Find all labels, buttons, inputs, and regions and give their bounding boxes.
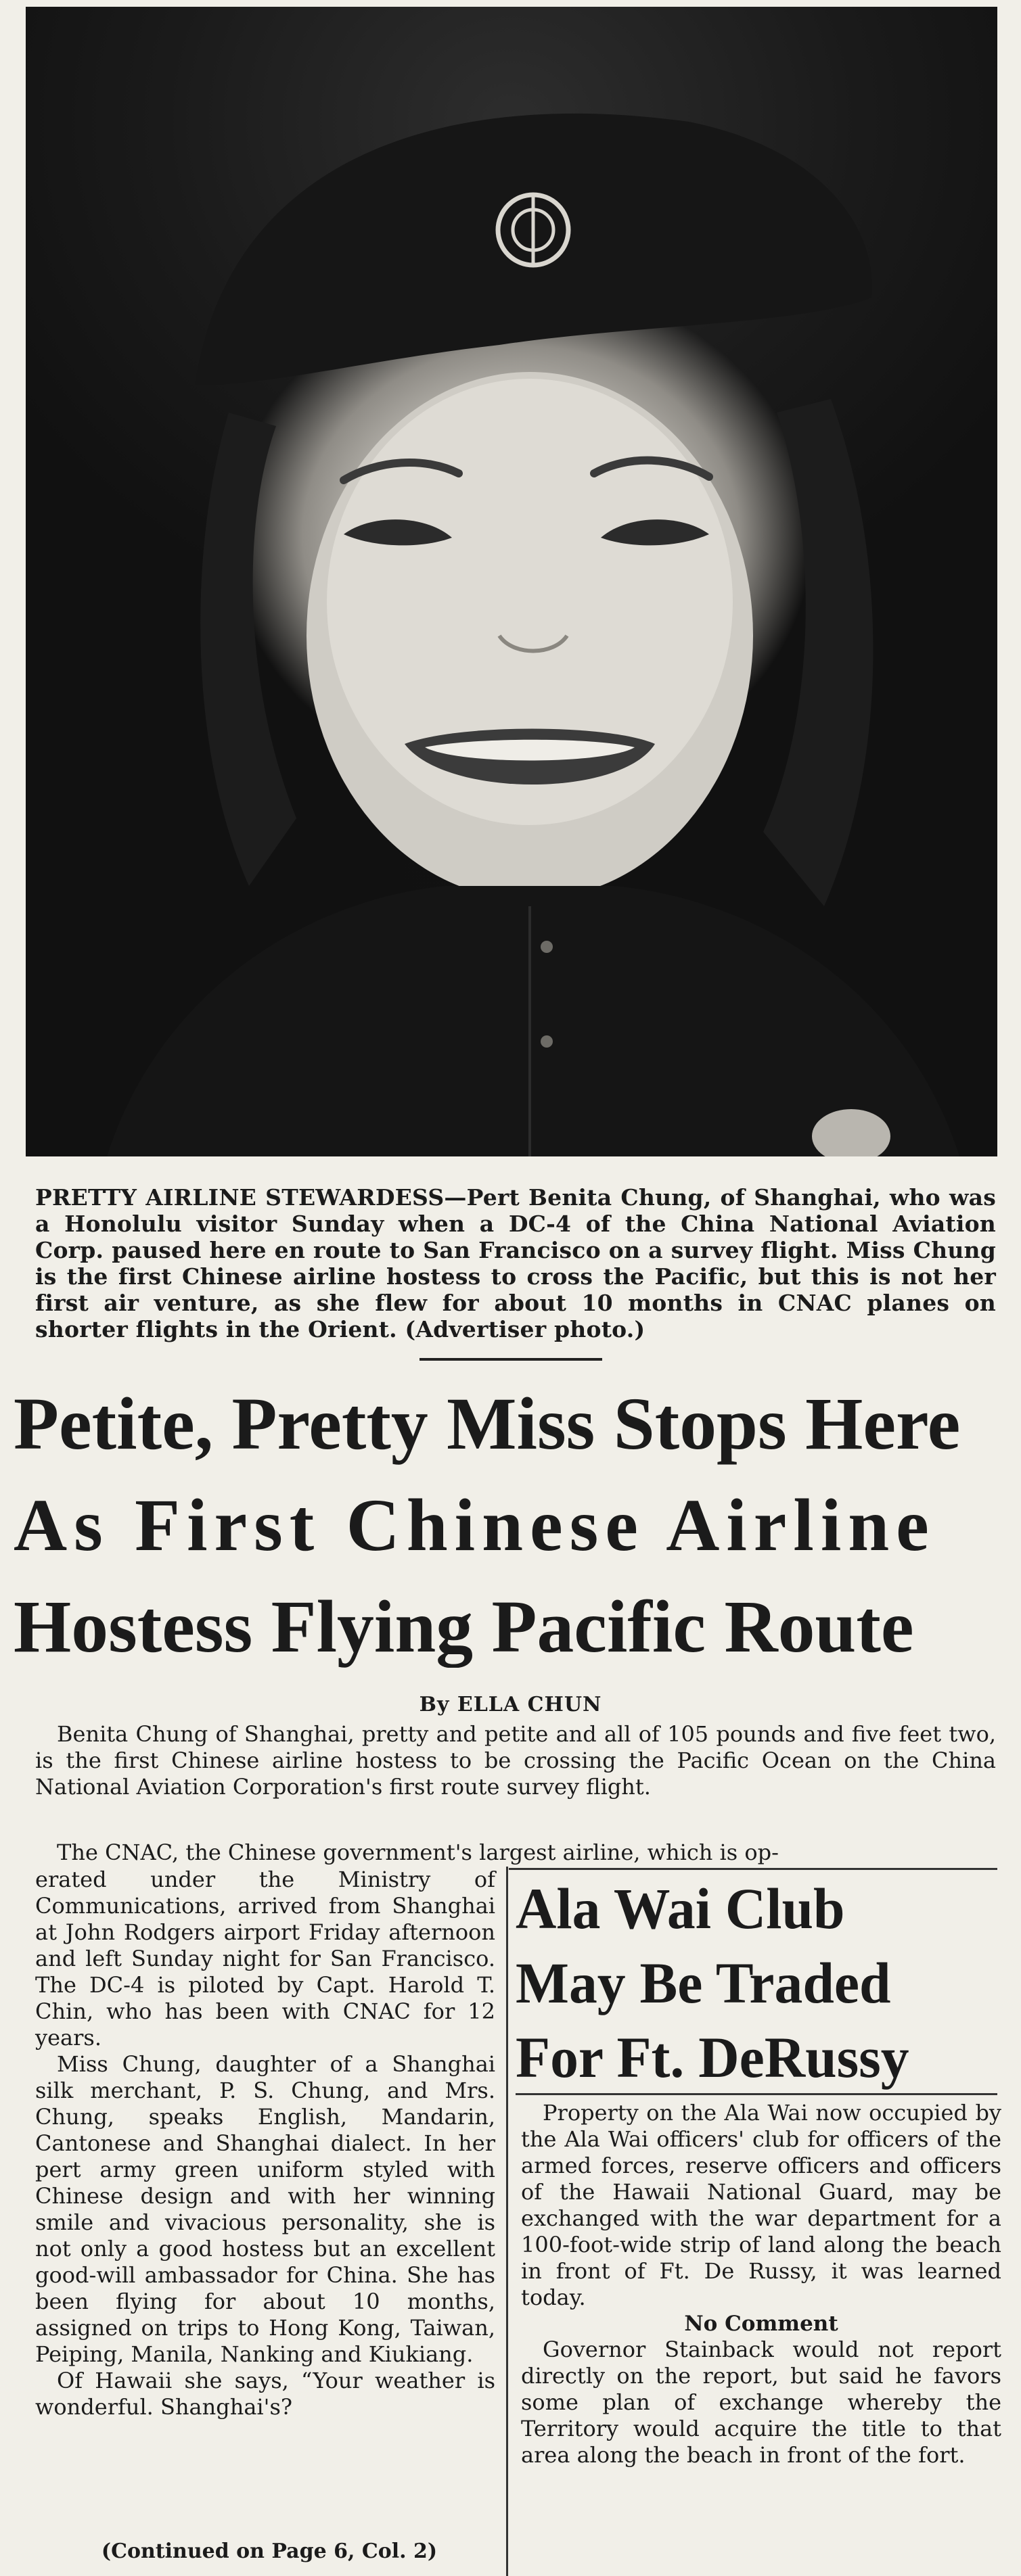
article-lead: [35, 1721, 996, 1800]
side-headline-line-2: May Be Traded: [516, 1950, 891, 2015]
byline: By ELLA CHUN: [419, 1693, 602, 1716]
p2-full-line: The CNAC, the Chinese government's largest airline, which is op-: [57, 1840, 779, 1865]
column-divider: [506, 1867, 508, 2576]
lead-paragraph: Benita Chung of Shanghai, pretty and petite and all of 105 pounds and five feet two, is the first Chinese airline hostess to be crossing the Pacific Ocean on the China National Aviation Corporation's first route survey flight.: [35, 1721, 996, 1800]
headline-line-2: As First Chinese Airline: [14, 1484, 936, 1566]
caption-divider: [419, 1358, 602, 1361]
side-story-top-rule: [509, 1868, 997, 1870]
headline-line-3: Hostess Flying Pacific Route: [14, 1585, 914, 1668]
photo-illustration: [26, 7, 997, 1156]
headline-line-1: Petite, Pretty Miss Stops Here: [14, 1382, 961, 1465]
p3: Miss Chung, daughter of a Shanghai silk merchant, P. S. Chung, and Mrs. Chung, speaks English, Mandarin, Cantonese and Shanghai dialect. In her pert army green uniform styled with Chinese design and with her winning smile and vivacious personality, she is not only a good hostess but an excellent good-will ambassador for China. She has been flying for about 10 months, assigned on trips to Hong Kong, Taiwan, Peiping, Manila, Nanking and Kiukiang.: [35, 2051, 495, 2367]
stewardess-photo: [26, 7, 997, 1156]
side-subhead: No Comment: [684, 2312, 838, 2336]
side-p2: Governor Stainback would not report directly on the report, but said he favors some plan of exchange whereby the Territory would acquire the title to that area along the beach in front of the fort.: [521, 2337, 1001, 2468]
photo-caption: PRETTY AIRLINE STEWARDESS—Pert Benita Chung, of Shanghai, who was a Honolulu visitor Sunday when a DC-4 of the China National Aviation Corp. paused here en route to San Francisco on a survey flight. Miss Chung is the first Chinese airline hostess to cross the Pacific, but this is not her first air venture, as she flew for about 10 months in CNAC planes on shorter flights in the Orient. (Advertiser photo.): [35, 1184, 996, 1342]
p4: Of Hawaii she says, “Your weather is wonderful. Shanghai's?: [35, 2368, 495, 2420]
side-headline-line-3: For Ft. DeRussy: [516, 2025, 909, 2090]
side-headline-line-1: Ala Wai Club: [516, 1876, 845, 1941]
side-headline-rule: [516, 2093, 997, 2095]
article-paragraph-2-full: [35, 1840, 996, 1866]
continued-notice: (Continued on Page 6, Col. 2): [101, 2539, 438, 2563]
side-story-column: [521, 2100, 1001, 2468]
p2-rest: erated under the Ministry of Communications, arrived from Shanghai at John Rodgers airport Friday afternoon and left Sunday night for San Francisco. The DC-4 is piloted by Capt. Harold T. Chin, who has been with CNAC for 12 years.: [35, 1867, 495, 2051]
article-column-1: [35, 1867, 495, 2420]
side-p1: Property on the Ala Wai now occupied by the Ala Wai officers' club for officers of the armed forces, reserve officers and officers of the Hawaii National Guard, may be exchanged with the war department for a 100-foot-wide strip of land along the beach in front of Ft. De Russy, it was learned today.: [521, 2100, 1001, 2310]
